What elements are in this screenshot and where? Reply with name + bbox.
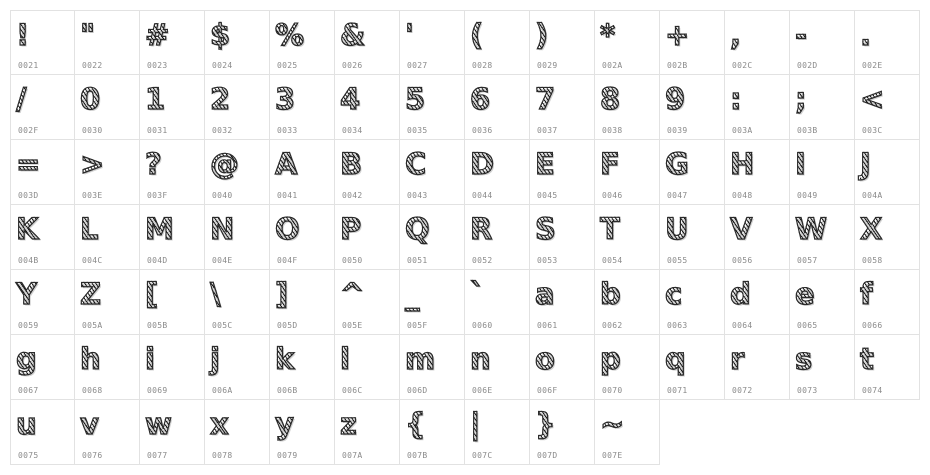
- glyph-code-label: 003C: [862, 126, 883, 135]
- glyph-sample: Y: [16, 274, 37, 314]
- glyph-code-label: 005F: [407, 321, 428, 330]
- glyph-code-label: 002E: [862, 61, 883, 70]
- glyph-cell: [75, 270, 140, 335]
- glyph-cell: [855, 335, 920, 400]
- glyph-code-label: 003E: [82, 191, 103, 200]
- glyph-cell: [660, 140, 725, 205]
- glyph-cell: [335, 270, 400, 335]
- glyph-cell: [725, 270, 790, 335]
- glyph-code-label: 0050: [342, 256, 363, 265]
- glyph-sample: o: [535, 339, 555, 379]
- glyph-cell: [530, 10, 595, 75]
- glyph-code-label: 0023: [147, 61, 168, 70]
- glyph-cell: [530, 140, 595, 205]
- glyph-code-label: 0067: [18, 386, 39, 395]
- glyph-sample: x: [210, 404, 229, 444]
- glyph-code-label: 0030: [82, 126, 103, 135]
- glyph-cell: [270, 205, 335, 270]
- glyph-cell: [140, 335, 205, 400]
- glyph-code-label: 0070: [602, 386, 623, 395]
- glyph-code-label: 004F: [277, 256, 298, 265]
- glyph-sample: $: [210, 15, 230, 55]
- glyph-cell: [270, 400, 335, 465]
- glyph-code-label: 002C: [732, 61, 753, 70]
- glyph-sample: L: [80, 209, 98, 249]
- glyph-sample: `: [470, 274, 485, 314]
- glyph-sample: ": [80, 15, 95, 55]
- glyph-code-label: 0038: [602, 126, 623, 135]
- glyph-sample: 1: [145, 79, 165, 119]
- glyph-code-label: 0052: [472, 256, 493, 265]
- glyph-code-label: 0064: [732, 321, 753, 330]
- glyph-sample: ?: [145, 144, 162, 184]
- glyph-sample: (: [470, 15, 483, 55]
- glyph-code-label: 0068: [82, 386, 103, 395]
- glyph-code-label: 0051: [407, 256, 428, 265]
- glyph-sample: a: [535, 274, 555, 314]
- glyph-sample: h: [80, 339, 101, 379]
- glyph-cell: [400, 10, 465, 75]
- glyph-sample: V: [730, 209, 752, 249]
- glyph-sample: l: [340, 339, 350, 379]
- glyph-sample: ': [405, 15, 414, 55]
- glyph-code-label: 0078: [212, 451, 233, 460]
- glyph-sample: g: [16, 339, 37, 379]
- glyph-sample: A: [275, 144, 297, 184]
- glyph-code-label: 002A: [602, 61, 623, 70]
- glyph-code-label: 005E: [342, 321, 363, 330]
- glyph-sample: }: [535, 404, 556, 444]
- glyph-sample: O: [275, 209, 300, 249]
- glyph-sample: .: [860, 15, 871, 55]
- glyph-cell: [400, 75, 465, 140]
- glyph-cell: [10, 400, 75, 465]
- glyph-code-label: 002B: [667, 61, 688, 70]
- glyph-code-label: 0036: [472, 126, 493, 135]
- glyph-code-label: 0024: [212, 61, 233, 70]
- glyph-code-label: 0066: [862, 321, 883, 330]
- glyph-code-label: 0027: [407, 61, 428, 70]
- glyph-cell: [660, 10, 725, 75]
- glyph-cell: [725, 10, 790, 75]
- glyph-sample: [: [145, 274, 158, 314]
- glyph-cell: [140, 270, 205, 335]
- glyph-sample: w: [145, 404, 172, 444]
- glyph-sample: k: [275, 339, 294, 379]
- glyph-cell: [75, 75, 140, 140]
- glyph-code-label: 005B: [147, 321, 168, 330]
- glyph-code-label: 0060: [472, 321, 493, 330]
- glyph-code-label: 006C: [342, 386, 363, 395]
- glyph-code-label: 0026: [342, 61, 363, 70]
- glyph-cell: [75, 335, 140, 400]
- glyph-sample: M: [145, 209, 174, 249]
- glyph-sample: \: [210, 274, 221, 314]
- glyph-sample: z: [340, 404, 357, 444]
- glyph-cell: [140, 400, 205, 465]
- glyph-code-label: 0042: [342, 191, 363, 200]
- glyph-sample: #: [145, 15, 169, 55]
- glyph-sample: |: [470, 404, 481, 444]
- glyph-sample: q: [665, 339, 686, 379]
- glyph-cell: [335, 10, 400, 75]
- glyph-sample: &: [340, 15, 365, 55]
- glyph-cell: [270, 270, 335, 335]
- glyph-sample: ]: [275, 274, 288, 314]
- glyph-sample: S: [535, 209, 556, 249]
- glyph-sample: 8: [600, 79, 620, 119]
- glyph-sample: s: [795, 339, 812, 379]
- glyph-cell: [400, 400, 465, 465]
- glyph-cell: [725, 140, 790, 205]
- glyph-cell: [855, 270, 920, 335]
- glyph-sample: F: [600, 144, 620, 184]
- glyph-code-label: 0079: [277, 451, 298, 460]
- glyph-sample: +: [665, 15, 689, 55]
- glyph-code-label: 0062: [602, 321, 623, 330]
- glyph-cell: [855, 205, 920, 270]
- glyph-code-label: 0044: [472, 191, 493, 200]
- glyph-code-label: 0056: [732, 256, 753, 265]
- glyph-sample: y: [275, 404, 294, 444]
- glyph-sample: :: [730, 79, 742, 119]
- glyph-sample: G: [665, 144, 689, 184]
- glyph-cell: [270, 75, 335, 140]
- glyph-cell: [75, 140, 140, 205]
- glyph-code-label: 006A: [212, 386, 233, 395]
- glyph-sample: 7: [535, 79, 555, 119]
- glyph-sample: =: [16, 144, 40, 184]
- glyph-code-label: 0021: [18, 61, 39, 70]
- glyph-cell: [725, 335, 790, 400]
- glyph-cell: [205, 140, 270, 205]
- glyph-code-label: 0075: [18, 451, 39, 460]
- glyph-cell: [465, 140, 530, 205]
- glyph-code-label: 002F: [18, 126, 39, 135]
- glyph-sample: X: [860, 209, 882, 249]
- glyph-cell: [205, 335, 270, 400]
- glyph-cell: [140, 140, 205, 205]
- glyph-sample: f: [860, 274, 873, 314]
- glyph-code-label: 004E: [212, 256, 233, 265]
- glyph-code-label: 0077: [147, 451, 168, 460]
- glyph-sample: >: [80, 144, 104, 184]
- glyph-cell: [270, 335, 335, 400]
- glyph-cell: [790, 75, 855, 140]
- glyph-sample: U: [665, 209, 689, 249]
- glyph-sample: 0: [80, 79, 100, 119]
- glyph-cell: [10, 205, 75, 270]
- glyph-cell: [205, 10, 270, 75]
- glyph-sample: 6: [470, 79, 490, 119]
- glyph-code-label: 0055: [667, 256, 688, 265]
- glyph-code-label: 004B: [18, 256, 39, 265]
- glyph-code-label: 004D: [147, 256, 168, 265]
- glyph-code-label: 0065: [797, 321, 818, 330]
- glyph-code-label: 006F: [537, 386, 558, 395]
- glyph-cell: [400, 335, 465, 400]
- glyph-sample: -: [795, 15, 807, 55]
- glyph-sample: 4: [340, 79, 360, 119]
- glyph-cell: [10, 75, 75, 140]
- glyph-sample: I: [795, 144, 806, 184]
- glyph-cell: [530, 400, 595, 465]
- glyph-sample: e: [795, 274, 815, 314]
- glyph-code-label: 003D: [18, 191, 39, 200]
- glyph-code-label: 0034: [342, 126, 363, 135]
- glyph-cell: [790, 205, 855, 270]
- glyph-sample: J: [860, 144, 871, 184]
- glyph-sample: j: [210, 339, 220, 379]
- glyph-sample: b: [600, 274, 621, 314]
- glyph-cell: [400, 205, 465, 270]
- glyph-cell: [75, 400, 140, 465]
- glyph-code-label: 003F: [147, 191, 168, 200]
- glyph-sample: T: [600, 209, 620, 249]
- glyph-cell: [140, 75, 205, 140]
- glyph-cell: [335, 75, 400, 140]
- glyph-cell: [205, 205, 270, 270]
- glyph-sample: n: [470, 339, 491, 379]
- glyph-cell: [335, 335, 400, 400]
- glyph-sample: H: [730, 144, 754, 184]
- glyph-sample: u: [16, 404, 37, 444]
- glyph-cell: [10, 335, 75, 400]
- glyph-cell: [205, 75, 270, 140]
- glyph-cell: [530, 75, 595, 140]
- glyph-code-label: 0054: [602, 256, 623, 265]
- glyph-cell: [140, 205, 205, 270]
- glyph-cell: [660, 205, 725, 270]
- glyph-cell: [465, 75, 530, 140]
- glyph-code-label: 005D: [277, 321, 298, 330]
- glyph-sample: c: [665, 274, 682, 314]
- glyph-code-label: 0057: [797, 256, 818, 265]
- glyph-code-label: 003A: [732, 126, 753, 135]
- glyph-sample: P: [340, 209, 361, 249]
- glyph-code-label: 006B: [277, 386, 298, 395]
- glyph-cell: [660, 335, 725, 400]
- glyph-sample: m: [405, 339, 435, 379]
- glyph-code-label: 0031: [147, 126, 168, 135]
- glyph-sample: ^: [340, 274, 364, 314]
- glyph-cell: [660, 270, 725, 335]
- glyph-grid: [10, 10, 920, 465]
- glyph-sample: !: [16, 15, 29, 55]
- glyph-code-label: 0043: [407, 191, 428, 200]
- glyph-cell: [530, 270, 595, 335]
- glyph-code-label: 007B: [407, 451, 428, 460]
- glyph-code-label: 0045: [537, 191, 558, 200]
- glyph-code-label: 0041: [277, 191, 298, 200]
- glyph-cell: [465, 400, 530, 465]
- glyph-cell: [400, 270, 465, 335]
- glyph-cell: [465, 205, 530, 270]
- glyph-sample: 3: [275, 79, 295, 119]
- glyph-code-label: 0029: [537, 61, 558, 70]
- glyph-code-label: 0049: [797, 191, 818, 200]
- glyph-cell: [725, 205, 790, 270]
- glyph-code-label: 0033: [277, 126, 298, 135]
- glyph-code-label: 004A: [862, 191, 883, 200]
- glyph-code-label: 0059: [18, 321, 39, 330]
- glyph-sample: E: [535, 144, 555, 184]
- glyph-cell: [595, 10, 660, 75]
- glyph-sample: @: [210, 144, 239, 184]
- glyph-code-label: 0073: [797, 386, 818, 395]
- glyph-code-label: 005C: [212, 321, 233, 330]
- glyph-code-label: 0071: [667, 386, 688, 395]
- glyph-code-label: 0069: [147, 386, 168, 395]
- glyph-sample: %: [275, 15, 304, 55]
- glyph-sample: 2: [210, 79, 230, 119]
- glyph-cell: [75, 10, 140, 75]
- glyph-code-label: 0039: [667, 126, 688, 135]
- glyph-cell: [595, 140, 660, 205]
- glyph-code-label: 007A: [342, 451, 363, 460]
- glyph-code-label: 0037: [537, 126, 558, 135]
- glyph-code-label: 0040: [212, 191, 233, 200]
- glyph-code-label: 0076: [82, 451, 103, 460]
- glyph-cell: [790, 10, 855, 75]
- glyph-code-label: 003B: [797, 126, 818, 135]
- glyph-sample: p: [600, 339, 621, 379]
- glyph-sample: t: [860, 339, 874, 379]
- glyph-cell: [725, 75, 790, 140]
- glyph-sample: ): [535, 15, 548, 55]
- glyph-cell: [270, 140, 335, 205]
- glyph-sample: 9: [665, 79, 685, 119]
- glyph-code-label: 007C: [472, 451, 493, 460]
- glyph-cell: [465, 10, 530, 75]
- glyph-code-label: 0028: [472, 61, 493, 70]
- glyph-code-label: 002D: [797, 61, 818, 70]
- glyph-code-label: 006D: [407, 386, 428, 395]
- glyph-cell: [205, 270, 270, 335]
- glyph-cell: [595, 400, 660, 465]
- glyph-code-label: 0053: [537, 256, 558, 265]
- glyph-sample: d: [730, 274, 751, 314]
- glyph-cell: [855, 10, 920, 75]
- glyph-cell: [335, 400, 400, 465]
- glyph-sample: {: [405, 404, 426, 444]
- glyph-sample: D: [470, 144, 494, 184]
- glyph-cell: [530, 205, 595, 270]
- glyph-code-label: 005A: [82, 321, 103, 330]
- glyph-sample: B: [340, 144, 362, 184]
- glyph-cell: [270, 10, 335, 75]
- glyph-cell: [530, 335, 595, 400]
- glyph-code-label: 0074: [862, 386, 883, 395]
- glyph-code-label: 0061: [537, 321, 558, 330]
- glyph-code-label: 0063: [667, 321, 688, 330]
- glyph-cell: [335, 140, 400, 205]
- glyph-cell: [595, 270, 660, 335]
- glyph-sample: C: [405, 144, 426, 184]
- glyph-sample: r: [730, 339, 744, 379]
- glyph-sample: 5: [405, 79, 425, 119]
- glyph-cell: [595, 335, 660, 400]
- glyph-cell: [10, 140, 75, 205]
- glyph-code-label: 007E: [602, 451, 623, 460]
- glyph-cell: [335, 205, 400, 270]
- glyph-cell: [595, 75, 660, 140]
- glyph-sample: Q: [405, 209, 430, 249]
- glyph-code-label: 0025: [277, 61, 298, 70]
- glyph-sample: Z: [80, 274, 101, 314]
- glyph-code-label: 0058: [862, 256, 883, 265]
- glyph-sample: W: [795, 209, 827, 249]
- glyph-cell: [10, 10, 75, 75]
- glyph-sample: _: [405, 274, 420, 314]
- glyph-cell: [465, 270, 530, 335]
- glyph-code-label: 0048: [732, 191, 753, 200]
- glyph-sample: i: [145, 339, 155, 379]
- glyph-cell: [790, 270, 855, 335]
- glyph-code-label: 0035: [407, 126, 428, 135]
- glyph-cell: [400, 140, 465, 205]
- glyph-cell: [75, 205, 140, 270]
- glyph-cell: [790, 140, 855, 205]
- glyph-code-label: 0046: [602, 191, 623, 200]
- glyph-code-label: 0022: [82, 61, 103, 70]
- glyph-cell: [10, 270, 75, 335]
- glyph-cell: [140, 10, 205, 75]
- glyph-sample: K: [16, 209, 38, 249]
- glyph-sample: ,: [730, 15, 741, 55]
- glyph-cell: [855, 140, 920, 205]
- glyph-sample: <: [860, 79, 884, 119]
- glyph-sample: R: [470, 209, 492, 249]
- glyph-code-label: 006E: [472, 386, 493, 395]
- glyph-code-label: 004C: [82, 256, 103, 265]
- glyph-sample: *: [600, 15, 615, 55]
- glyph-sample: ~: [600, 404, 624, 444]
- glyph-cell: [790, 335, 855, 400]
- glyph-code-label: 007D: [537, 451, 558, 460]
- glyph-code-label: 0032: [212, 126, 233, 135]
- glyph-sample: /: [16, 79, 27, 119]
- glyph-cell: [855, 75, 920, 140]
- glyph-cell: [595, 205, 660, 270]
- glyph-sample: N: [210, 209, 234, 249]
- glyph-code-label: 0072: [732, 386, 753, 395]
- glyph-cell: [205, 400, 270, 465]
- glyph-code-label: 0047: [667, 191, 688, 200]
- glyph-sample: ;: [795, 79, 807, 119]
- glyph-sample: v: [80, 404, 99, 444]
- glyph-cell: [660, 75, 725, 140]
- glyph-cell: [465, 335, 530, 400]
